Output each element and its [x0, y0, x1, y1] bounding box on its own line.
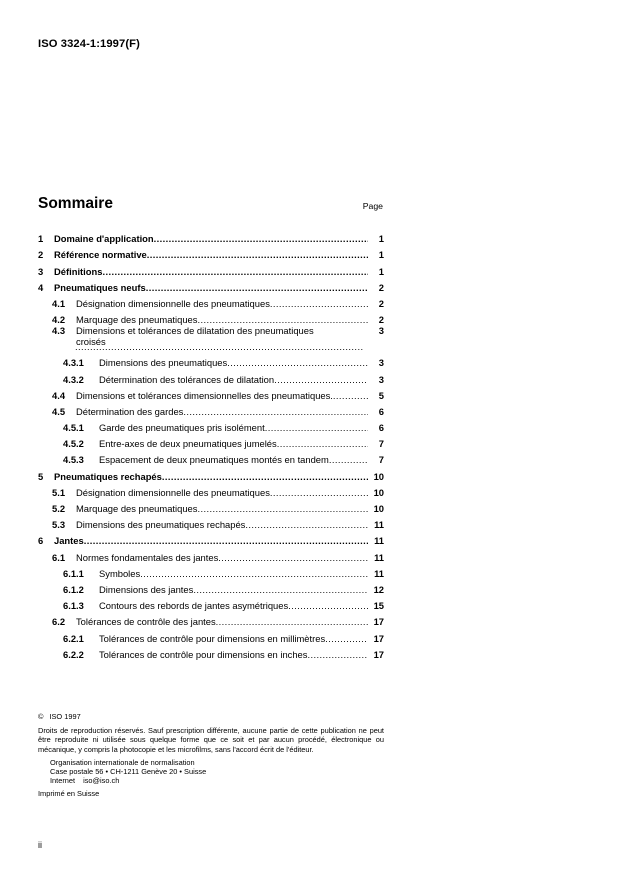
- toc-entry-number: 4.3.2: [63, 373, 84, 385]
- toc-entry-label: Dimensions des pneumatiques rechapés: [76, 519, 246, 531]
- toc-entry-page: 3: [378, 357, 384, 369]
- toc-leader-dots: [140, 568, 368, 579]
- toc-entry-label: Normes fondamentales des jantes: [76, 551, 219, 563]
- toc-leader-dots: [329, 454, 368, 465]
- toc-entry[interactable]: [38, 595, 384, 611]
- toc-leader-dots: [333, 390, 368, 401]
- postal-address: Case postale 56 • CH-1211 Genève 20 • Suisse: [50, 767, 207, 777]
- toc-entry[interactable]: [38, 482, 384, 498]
- toc-entry-number: 6.1.2: [63, 583, 84, 595]
- toc-entry-page: 3: [378, 373, 384, 385]
- toc-leader-dots: [84, 535, 368, 546]
- toc-entry[interactable]: [38, 546, 384, 562]
- internet-label: Internet: [50, 776, 76, 786]
- toc-entry-page: 3: [378, 325, 384, 337]
- toc-entry-number: 6: [38, 535, 44, 547]
- toc-entry-label: Dimensions et tolérances dimensionnelles des pneumatiques.: [76, 389, 333, 401]
- toc-entry-number: 5: [38, 470, 44, 482]
- toc-entry-page: 6: [378, 422, 384, 434]
- toc-entry-label: Pneumatiques rechapés: [54, 470, 162, 482]
- toc-entry-number: 6.2: [52, 616, 66, 628]
- toc-entry[interactable]: [38, 309, 384, 325]
- toc-entry[interactable]: [38, 530, 384, 546]
- toc-entry-number: 5.2: [52, 503, 66, 514]
- toc-entry-label: Symboles: [99, 567, 141, 579]
- toc-leader-dots: [270, 487, 368, 498]
- toc-entry-number: 4.1: [52, 297, 66, 309]
- toc-leader-dots: [154, 233, 368, 244]
- toc-entry-label: Espacement de deux pneumatiques montés en tandem: [99, 454, 329, 466]
- toc-leader-dots: [197, 314, 368, 325]
- copyright-line: [38, 712, 384, 721]
- toc-entry-number: 6.1: [52, 551, 66, 563]
- toc-entry[interactable]: [38, 498, 384, 514]
- toc-entry-page: 5: [378, 389, 384, 401]
- toc-leader-dots: [218, 552, 368, 563]
- toc-entry-page: 2: [378, 281, 384, 293]
- toc-leader-dots: [183, 406, 368, 417]
- toc-entry-label: Entre-axes de deux pneumatiques jumelés: [99, 438, 277, 450]
- toc-entry-number: 6.1.3: [63, 600, 84, 612]
- toc-entry-label: Désignation dimensionnelle des pneumatiques: [76, 297, 270, 309]
- copyright-text: ISO 1997: [49, 712, 81, 721]
- toc-entry-label: Marquage des pneumatiques: [76, 314, 198, 326]
- toc-entry[interactable]: [38, 325, 384, 352]
- toc-entry-page: 11: [374, 535, 384, 547]
- toc-title: Sommaire: [38, 195, 113, 212]
- toc-entry[interactable]: [38, 417, 384, 433]
- toc-entry-number: 4.2: [52, 314, 66, 326]
- toc-entry-number: 1: [38, 233, 44, 245]
- toc-entry-page: 11: [374, 519, 384, 531]
- toc-entry[interactable]: [38, 385, 384, 401]
- page-number: ii: [38, 840, 42, 850]
- toc-entry-label: Tolérances de contrôle pour dimensions en millimètres: [99, 632, 326, 644]
- printed-in: Imprimé en Suisse: [38, 789, 100, 799]
- toc-entry-label: Pneumatiques neufs: [54, 281, 146, 293]
- document-header-code: ISO 3324-1:1997(F): [38, 38, 140, 50]
- toc-leader-dots: [102, 266, 368, 277]
- toc-entry-page: 6: [378, 405, 384, 417]
- toc-leader-dots: [307, 649, 368, 660]
- toc-entry-page: 10: [373, 503, 384, 514]
- toc-entry-number: 5.3: [52, 519, 66, 531]
- toc-entry[interactable]: [38, 579, 384, 595]
- toc-entry-label: Dimensions des pneumatiques: [99, 357, 228, 369]
- toc-leader-dots: [147, 249, 368, 260]
- toc-leader-dots: [146, 282, 368, 293]
- toc-entry[interactable]: [38, 611, 384, 627]
- toc-leader-dots: [227, 357, 368, 368]
- internet-email-link[interactable]: iso@iso.ch: [83, 776, 120, 786]
- toc-entry-number: 4.5.1: [63, 422, 84, 434]
- organisation-address: [50, 758, 384, 786]
- table-of-contents: [38, 228, 384, 660]
- toc-entry-number: 4.3: [52, 325, 66, 337]
- toc-entry-number: 4.5.2: [63, 438, 84, 450]
- toc-leader-dots: [197, 503, 368, 514]
- toc-entry-label: Référence normative: [54, 249, 147, 261]
- organisation-name: Organisation internationale de normalisation: [50, 757, 195, 767]
- toc-entry-label: Jantes: [54, 535, 84, 547]
- toc-entry-number: 6.2.1: [63, 632, 84, 644]
- toc-entry[interactable]: [38, 293, 384, 309]
- toc-entry-number: 4.4: [52, 389, 66, 401]
- toc-entry[interactable]: [38, 228, 384, 244]
- toc-entry-label: Tolérances de contrôle des jantes: [76, 616, 216, 628]
- copyright-symbol: ©: [38, 712, 44, 721]
- toc-entry-number: 6.1.1: [63, 567, 84, 579]
- toc-leader-dots: [216, 616, 368, 627]
- copyright-notice: [38, 712, 384, 799]
- toc-entry-label: Garde des pneumatiques pris isolément: [99, 422, 265, 434]
- toc-entry-page: 1: [378, 249, 384, 261]
- toc-leader-dots: [288, 600, 368, 611]
- toc-entry-number: 4.3.1: [63, 357, 84, 369]
- toc-entry-page: 17: [373, 632, 384, 644]
- toc-entry-page: 17: [373, 616, 384, 628]
- toc-entry-page: 10: [373, 470, 384, 482]
- toc-entry-page: 15: [373, 600, 384, 612]
- toc-leader-dots: [325, 633, 368, 644]
- toc-entry[interactable]: [38, 352, 384, 368]
- toc-page-column-label: Page: [362, 201, 383, 211]
- toc-entry-number: 6.2.2: [63, 648, 84, 660]
- toc-entry[interactable]: [38, 449, 384, 465]
- toc-entry[interactable]: [38, 465, 384, 481]
- toc-entry-page: 2: [378, 297, 384, 309]
- toc-leader-dots: [265, 422, 368, 433]
- toc-entry[interactable]: [38, 277, 384, 293]
- toc-entry-page: 11: [374, 551, 384, 563]
- toc-entry-number: 4.5.3: [63, 454, 84, 466]
- toc-leader-dots: [277, 438, 368, 449]
- toc-entry[interactable]: [38, 563, 384, 579]
- toc-entry-label: Tolérances de contrôle pour dimensions en inches: [99, 648, 308, 660]
- toc-entry-page: 10: [373, 486, 384, 498]
- toc-entry-label: Détermination des gardes: [76, 405, 184, 417]
- toc-leader-dots: [274, 374, 368, 385]
- toc-entry-page: 7: [378, 438, 384, 450]
- toc-entry[interactable]: [38, 401, 384, 417]
- toc-entry-label: Détermination des tolérances de dilatation: [99, 373, 275, 385]
- toc-leader-dots: [270, 298, 368, 309]
- toc-entry-number: 2: [38, 249, 44, 261]
- toc-entry[interactable]: [38, 260, 384, 276]
- toc-entry-page: 1: [378, 233, 384, 245]
- toc-entry-page: 17: [373, 648, 384, 660]
- toc-entry-label: Dimensions et tolérances de dilatation des pneumatiques croisés: [76, 325, 314, 348]
- toc-entry-label: Domaine d'application: [54, 233, 154, 245]
- toc-entry-number: 5.1: [52, 486, 66, 498]
- toc-entry-number: 4: [38, 281, 44, 293]
- toc-entry-page: 12: [373, 583, 384, 595]
- toc-entry-label: Désignation dimensionnelle des pneumatiques: [76, 486, 270, 498]
- toc-leader-dots: [75, 341, 364, 352]
- toc-entry-label: Définitions: [54, 265, 103, 277]
- toc-entry-page: 7: [378, 454, 384, 466]
- toc-entry[interactable]: [38, 644, 384, 660]
- toc-entry[interactable]: [38, 433, 384, 449]
- toc-entry[interactable]: [38, 514, 384, 530]
- toc-leader-dots: [193, 584, 368, 595]
- toc-entry[interactable]: [38, 244, 384, 260]
- toc-entry-page: 2: [378, 314, 384, 326]
- toc-entry-label: Contours des rebords de jantes asymétriques: [99, 600, 289, 612]
- toc-entry-page: 1: [378, 265, 384, 277]
- internet-line: [50, 776, 384, 785]
- toc-entry-page: 11: [374, 567, 384, 579]
- toc-entry[interactable]: [38, 368, 384, 384]
- toc-leader-dots: [162, 471, 368, 482]
- toc-entry-label: Marquage des pneumatiques: [76, 503, 198, 514]
- toc-entry-label: Dimensions des jantes: [99, 583, 194, 595]
- toc-entry[interactable]: [38, 627, 384, 643]
- toc-leader-dots: [245, 519, 368, 530]
- toc-entry-number: 3: [38, 265, 44, 277]
- toc-entry-number: 4.5: [52, 405, 66, 417]
- rights-statement: Droits de reproduction réservés. Sauf prescription différente, aucune partie de cette publication ne peut être reproduite ni utilisée sous quelque forme que ce soit et par aucun procédé, électronique ou mécanique, y compris la photocopie et les microfilms, sans l'accord écrit de l'éditeur.: [38, 726, 384, 754]
